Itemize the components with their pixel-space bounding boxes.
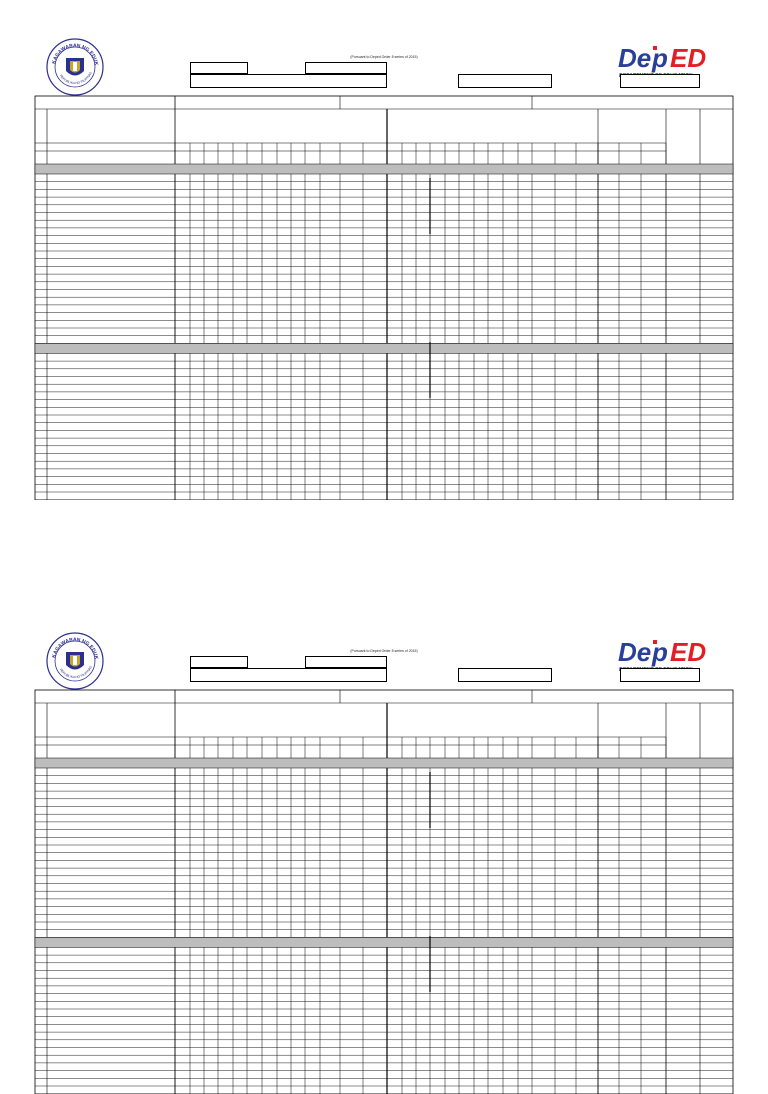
svg-text:De: De [618,637,652,667]
seal-ring-text-top: KAGAWARAN NG EDUK [51,42,99,66]
class-record-grid [0,0,768,500]
svg-text:p: p [652,43,668,73]
svg-text:p: p [652,637,668,667]
group-separator-band [35,758,733,768]
group-separator-band [35,164,733,174]
grid-frame [35,96,733,500]
pursuant-note: (Pursuant to Deped Order 8 series of 2015) [350,649,418,653]
form-page-1 [0,0,768,500]
grid-frame [35,690,733,1094]
seal-ring-text-top: KAGAWARAN NG EDUK [51,636,99,660]
class-record-grid [0,594,768,1094]
seal-ring-text-bottom: REPUBLIKA NG PILIPINAS [58,71,93,86]
seal-ring-text-bottom: REPUBLIKA NG PILIPINAS [58,665,93,680]
svg-text:ED: ED [670,637,707,667]
group-separator-band [35,937,733,947]
form-page-2 [0,594,768,1094]
group-separator-band [35,343,733,353]
svg-text:ED: ED [670,43,707,73]
svg-text:De: De [618,43,652,73]
pursuant-note: (Pursuant to Deped Order 8 series of 2015) [350,55,418,59]
